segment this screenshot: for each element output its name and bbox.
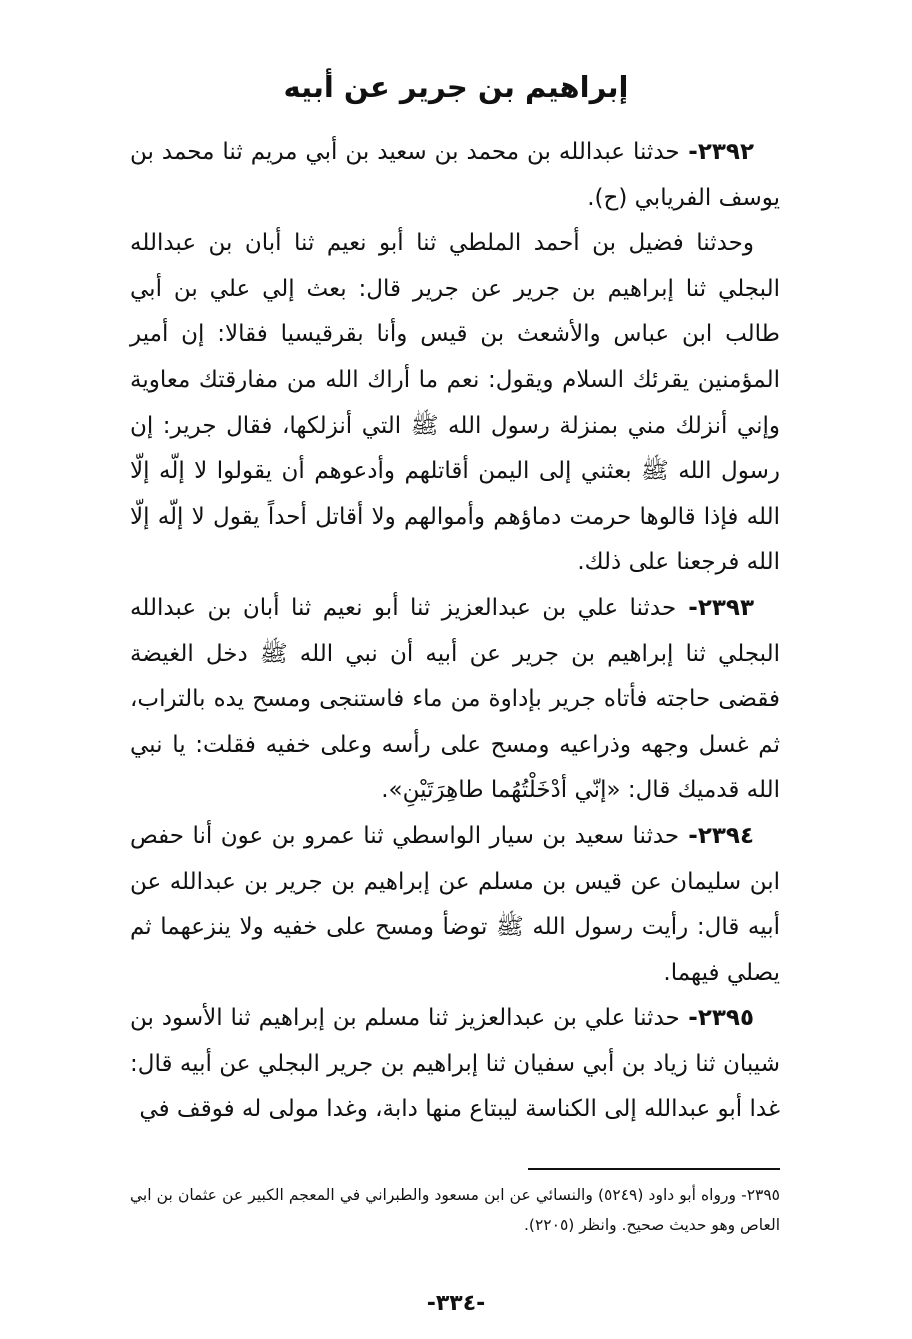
- page-title: إبراهيم بن جرير عن أبيه: [283, 70, 629, 104]
- hadith-text: حدثنا علي بن عبدالعزيز ثنا مسلم بن إبراهيم ثنا الأسود بن شيبان ثنا زياد بن أبي سفيان ثنا إبراهيم بن جرير البجلي عن أبيه قال: غدا أبو عبدالله إلى الكناسة ليبتاع منها دابة، وغدا مولى له فوقف في: [130, 1005, 780, 1123]
- hadith-number: ٢٣٩٥-: [679, 1005, 754, 1032]
- hadith-paragraph: [130, 814, 780, 996]
- hadith-text: حدثنا سعيد بن سيار الواسطي ثنا عمرو بن عون أنا حفص ابن سليمان عن قيس بن مسلم عن إبراهيم بن جرير بن عبدالله عن أبيه قال: رأيت رسول الله ﷺ توضأ ومسح على خفيه ولا ينزعهما ثم يصلي فيهما.: [130, 822, 780, 986]
- hadith-number: ٢٣٩٣-: [676, 594, 754, 621]
- main-text: [130, 130, 780, 1133]
- hadith-text: حدثنا عبدالله بن محمد بن سعيد بن أبي مريم ثنا محمد بن يوسف الفريابي (ح).: [130, 139, 780, 211]
- hadith-text: وحدثنا فضيل بن أحمد الملطي ثنا أبو نعيم ثنا أبان بن عبدالله البجلي ثنا إبراهيم بن جرير عن جرير قال: بعث إلي علي بن أبي طالب ابن عباس والأشعث بن قيس وأنا بقرقيسيا فقالا: إن أمير المؤمنين يقرئك السلام ويقول: نعم ما أراك الله من مفارقتك معاوية وإني أنزلك مني بمنزلة رسول الله ﷺ التي أنزلكها، فقال جرير: إن رسول الله ﷺ بعثني إلى اليمن أقاتلهم وأدعوهم أن يقولوا لا إلّه إلّا الله فإذا قالوها حرمت دماؤهم وأموالهم ولا أقاتل أحداً يقول لا إلّه إلّا الله فرجعنا على ذلك.: [130, 230, 780, 576]
- hadith-paragraph: [130, 130, 780, 221]
- hadith-paragraph: [130, 996, 780, 1133]
- footnote: ٢٣٩٥- ورواه أبو داود (٥٢٤٩) والنسائي عن ابن مسعود والطبراني في المعجم الكبير عن عثمان بن ابي العاص وهو حديث صحيح. وانظر (٢٢٠٥).: [130, 1186, 780, 1234]
- hadith-paragraph: [130, 586, 780, 814]
- hadith-paragraph: [130, 221, 780, 586]
- hadith-number: ٢٣٩٢-: [679, 139, 755, 165]
- page-number: -٣٣٤-: [426, 1291, 486, 1316]
- hadith-text: حدثنا علي بن عبدالعزيز ثنا أبو نعيم ثنا أبان بن عبدالله البجلي ثنا إبراهيم بن جرير عن أبيه أن نبي الله ﷺ دخل الغيضة فقضى حاجته فأتاه جرير بإداوة من ماء فاستنجى ومسح يده بالتراب، ثم غسل وجهه وذراعيه ومسح على رأسه وعلى خفيه فقلت: يا نبي الله قدميك قال: «إنّي أدْخَلْتُهُما طاهِرَتَيْنِ».: [130, 594, 780, 804]
- footnote-divider: [528, 1168, 780, 1170]
- hadith-number: ٢٣٩٤-: [679, 822, 754, 849]
